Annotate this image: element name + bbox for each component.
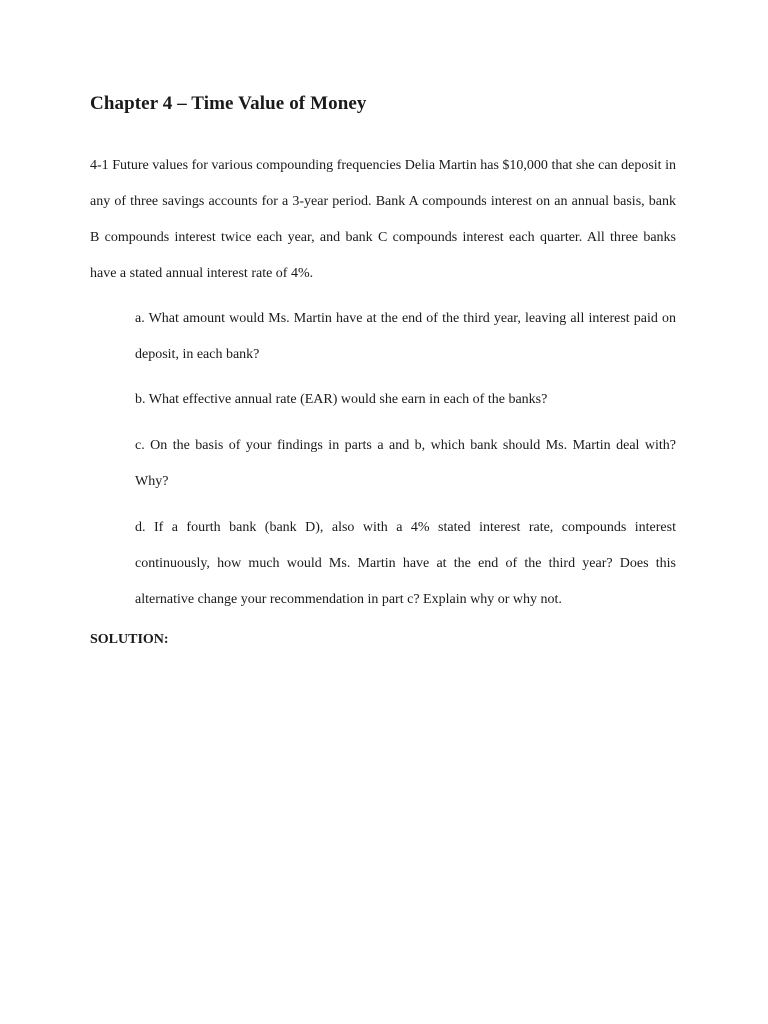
question-d: d. If a fourth bank (bank D), also with a 4% stated interest rate, compounds interest continuously, how much would Ms. Martin have at the end of the third year? Does this alternative change your recommendation in part c? Explain why or why not. [135, 520, 676, 607]
chapter-title: Chapter 4 – Time Value of Money [90, 93, 367, 114]
question-b: b. What effective annual rate (EAR) would she earn in each of the banks? [135, 392, 548, 407]
question-c: c. On the basis of your findings in parts a and b, which bank should Ms. Martin deal with? Why? [135, 438, 676, 489]
question-a: a. What amount would Ms. Martin have at the end of the third year, leaving all interest paid on deposit, in each bank? [135, 311, 676, 362]
solution-heading: SOLUTION: [90, 632, 169, 647]
problem-statement: 4-1 Future values for various compounding frequencies Delia Martin has $10,000 that she can deposit in any of three savings accounts for a 3-year period. Bank A compounds interest on an annual basis, bank B compounds interest twice each year, and bank C compounds interest each quarter. All three banks have a stated annual interest rate of 4%. [90, 158, 676, 281]
